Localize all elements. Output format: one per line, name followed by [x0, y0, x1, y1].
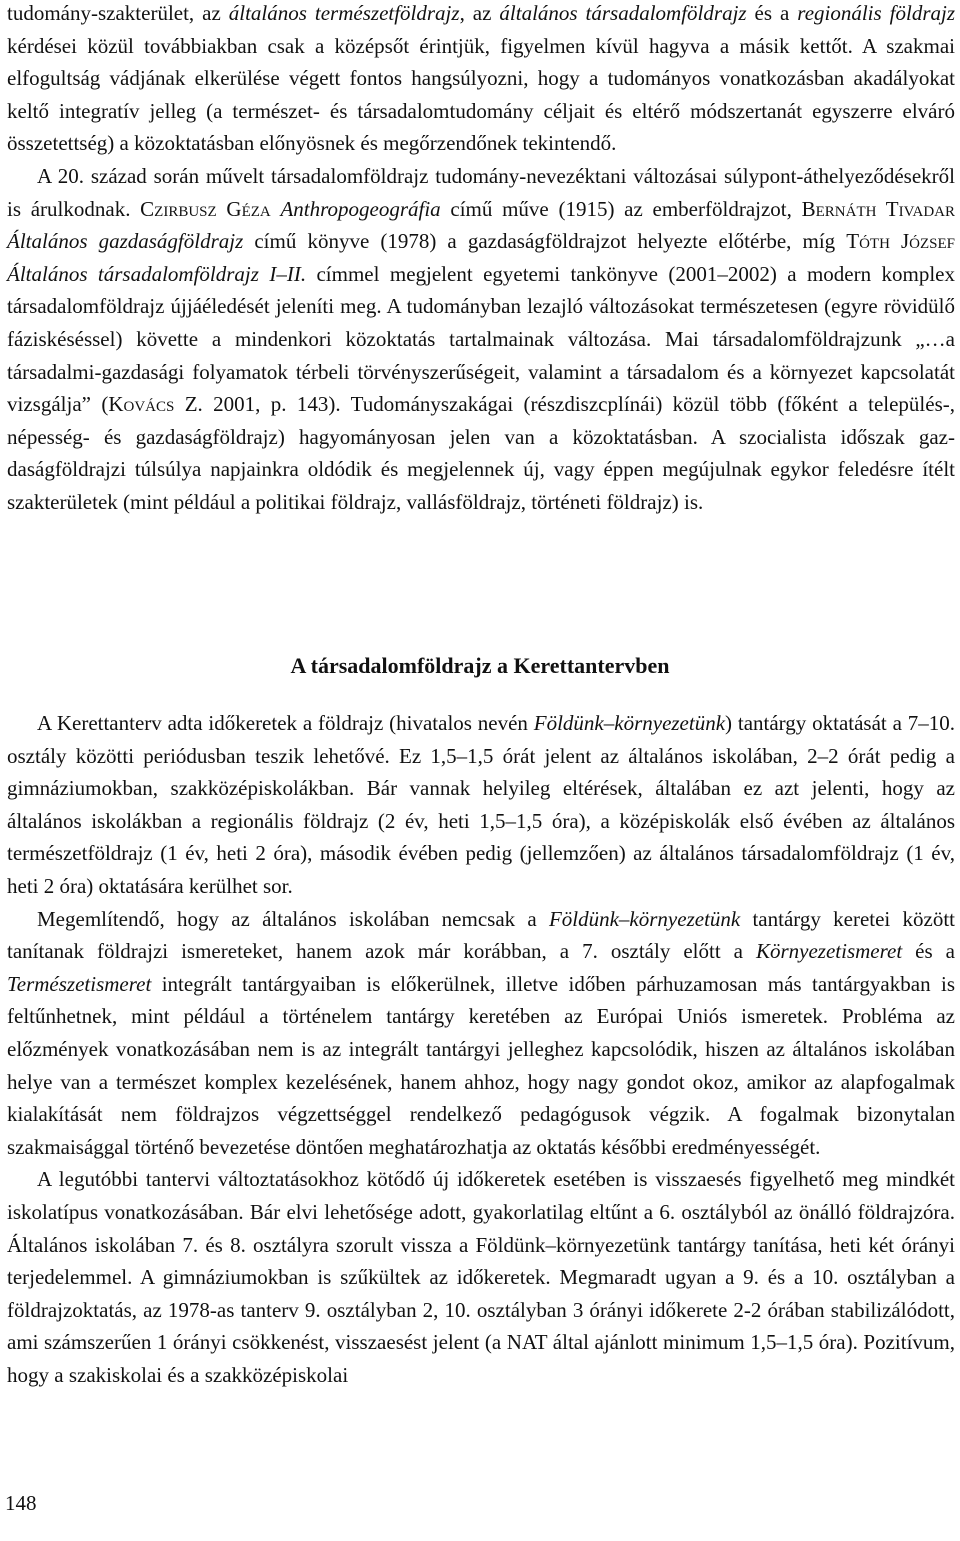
paragraph-kerettanterv	[7, 707, 955, 903]
paragraph-integration	[7, 903, 955, 1164]
text-run: című könyve (1978) a gazdaságföldrajzot helyezte előtérbe, míg	[243, 229, 847, 254]
intro-text	[7, 0, 955, 519]
paragraph-intro	[7, 0, 955, 160]
author-name: Czirbusz Géza	[140, 196, 271, 221]
text-run: kérdései közül továbbiakban csak a középsőt érintjük, figyelmen kívül hagyva a másik kettőt. A szakmai elfogultság vádjának elkerülése végett fontos hangsúlyozni, hogy a tudományos vonatkozásban akadályokat keltő integratív jelleg (a természet- és társadalomtudomány céljait és eltérő módszertanát egyszerre elváró összetettség) a közoktatásban előnyösnek és megőrzendőnek tekintendő.	[7, 33, 955, 156]
text-run: ) tantárgy oktatását a 7–10. osztály közötti periódusban teszik lehetővé. Ez 1,5–1,5 órát jelent az általános iskolában, 2–2 órát pedig a gimnáziumokban, szakközépiskolákban. Bár vannak helyileg eltérések, általában ez azt jelenti, hogy az általános iskolákban a regionális földrajz (2 év, heti 1,5–1,5 óra), a középiskolák első évében az általános természetföldrajz (1 év, heti 2 óra), második évében pedig (jellemzően) az általános társadalomföldrajz (1 év, heti 2 óra) oktatására kerülhet sor.	[7, 711, 955, 898]
italic-term: általános társadalomföldrajz	[499, 1, 747, 25]
book-title: Általános gazdaságföldrajz	[7, 229, 244, 254]
book-title: Anthropogeográfia	[280, 196, 441, 221]
author-name: Bernáth Tivadar	[801, 196, 956, 221]
text-run: címmel megjelent egyetemi tankönyve (2001–2002) a modern komplex társadalomföldrajz újjáéledését jeleníti meg. A tudományban lezajló változásokat természetesen (egyre rövidülő fáziskéséssel) követte a mindenkori közoktatás tartalmainak változása. Mai társadalomföldrajzunk „…a társadalmi-gazdasági folyamatok térbeli törvényszerűségeit, valamint a társadalom és a környezet kapcsolatát vizsgálja” (	[7, 261, 955, 417]
text-run: tantárgy keretei között tanítanak földrajzi ismereteket, hanem azok már korábban, a 7. osztály előtt a	[7, 906, 955, 964]
paragraph-history	[7, 160, 955, 519]
text-run: tudomány-szakterület, az	[7, 1, 229, 25]
text-run: Z. 2001, p. 143). Tudományszakágai (részdiszcplínái) közül több (főként a település-, népesség- és gazdaságföldrajz) hagyományosan jelen van a közoktatásban. A szocialista időszak gazdaságföldrajzi túlsúlya napjainkra oldódik és megjelennek új, vagy éppen megújulnak egykor feledésre ítélt szakterületek (mint például a politikai földrajz, vallásföldrajz, történeti földrajz) is.	[7, 392, 956, 514]
italic-term: általános természetföldrajz	[228, 1, 460, 25]
text-run: című műve (1915) az emberföldrajzot,	[440, 196, 802, 221]
text-run: Megemlítendő, hogy az általános iskolában nemcsak a	[37, 906, 549, 931]
section-text	[7, 707, 955, 1391]
text-run: és a	[746, 1, 798, 25]
paragraph-timeframes: A legutóbbi tantervi változtatásokhoz kötődő új időkeretek esetében is visszaesés figyelhető meg mindkét iskolatípus vonatkozásában. Bár elvi lehetősége adott, gyakorlatilag eltűnt a 6. osztályból az önálló földrajzóra. Általános iskolában 7. és 8. osztályra szorult vissza a Földünk–környezetünk tantárgy tanítása, heti két órányi terjedelemmel. A gimnáziumokban is szűkültek az időkeretek. Megmaradt ugyan a 9. és a 10. osztályban a földrajzoktatás, az 1978-as tanterv 9. osztályban 2, 10. osztályban 3 órányi időkerete 2-2 órában stabilizálódott, ami számszerűen 1 órányi csökkenést, visszaesést jelent (a NAT által ajánlott minimum 1,5–1,5 óra). Pozitívum, hogy a szakiskolai és a szakközépiskolai	[7, 1167, 955, 1387]
text-run: integrált tantárgyaiban is előkerülnek, illetve időben párhuzamosan más tantárgyakban is feltűnhetnek, mint például a történelem tantárgy keretében az Európai Uniós ismeretek. Probléma az előzmények vonatkozásában nem is az integrált tantárgyi jelleghez kapcsolódik, hiszen az általános iskolában helye van a természet komplex kezelésének, hanem ahhoz, hogy nagy gondot okoz, amikor az alapfogalmak kialakítását nem földrajzos végzettséggel rendelkező pedagógusok végzik. A fogalmak bizonytalan szakmaisággal történő bevezetése döntően meghatározhatja az oktatás későbbi eredményességét.	[7, 971, 955, 1159]
text-run: , az	[459, 1, 500, 25]
italic-term: regionális földrajz	[797, 1, 955, 25]
italic-term: Földünk–környezetünk	[533, 711, 726, 735]
italic-term: Természetismeret	[7, 971, 152, 996]
text-run: A 20. század során művelt társadalomföldrajz tudomány-nevezéktani változásai súlypont-áthelyeződésekről is árulkodnak.	[7, 163, 955, 221]
text-run: A Kerettanterv adta időkeretek a földrajz (hivatalos nevén	[37, 711, 534, 735]
italic-term: Földünk–környezetünk	[548, 906, 741, 931]
book-title: Általános társadalomföldrajz I–II.	[7, 261, 307, 286]
page-number: 148	[5, 1491, 37, 1515]
author-name: Kovács	[108, 392, 175, 417]
text-run: és a	[902, 939, 955, 964]
section-heading: A társadalomföldrajz a Kerettantervben	[290, 653, 670, 678]
author-name: Tóth József	[846, 229, 956, 254]
italic-term: Környezetismeret	[755, 939, 903, 964]
